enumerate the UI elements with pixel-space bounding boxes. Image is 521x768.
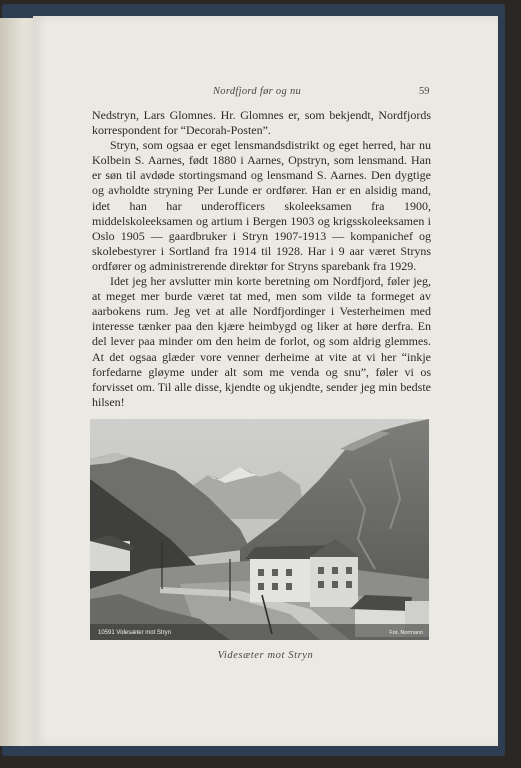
body-text <box>92 108 431 410</box>
photo-credit: Fot. Normann <box>389 630 423 636</box>
paragraph: Nedstryn, Lars Glomnes. Hr. Glomnes er, som bekjendt, Nordfjords korrespondent for “Decorah-Posten”. <box>92 108 431 138</box>
photo-label: 10591 Videsæter mot Stryn <box>98 630 171 636</box>
book-page <box>33 16 498 746</box>
photograph <box>90 419 429 640</box>
page-header <box>33 86 498 100</box>
paragraph: Stryn, som ogsaa er eget lensmandsdistrikt og eget herred, har nu Kolbein S. Aarnes, født 1880 i Aarnes, Opstryn, som lensmand. Han er søn til avdøde stortingsmand og lensmand S. Aarnes. Den dygtige og avholdte stryning Per Lunde er ordfører. Han er en alsidig mand, idet han har underofficers skoleeksamen fra 1900, middelskoleeksamen og artium i Bergen 1903 og krigsskoleeksamen i Oslo 1905 — gaardbruker i Stryn 1907-1913 — kompanichef og skolebestyrer i Sortland fra 1914 til 1928. Har i 9 aar været Stryns ordfører og administrerende direktør for Stryns sparebank fra 1929. <box>92 138 431 273</box>
photo-caption: Videsæter mot Stryn <box>217 650 314 661</box>
paragraph: Idet jeg her avslutter min korte beretning om Nordfjord, føler jeg, at meget mer burde været tat med, men som vilde ta formeget av aarbokens rum. Jeg vet at alle Nordfjordinger i Vesterheimen med interesse tænker paa den kjære heimbygd og liker at høre derfra. En del lever paa minder om den heim de forlot, og som aldrig glemmes. At det ogsaa glæder vore venner derheime at vite at vi her “inkje forfedarne gløyme under alt som me venda og snu”, føler vi os forvisset om. Til alle disse, kjendte og ukjendte, sender jeg min bedste hilsen! <box>92 274 431 409</box>
landscape-photo <box>90 419 429 640</box>
running-title: Nordfjord før og nu <box>213 86 302 97</box>
page-number: 59 <box>419 86 430 97</box>
